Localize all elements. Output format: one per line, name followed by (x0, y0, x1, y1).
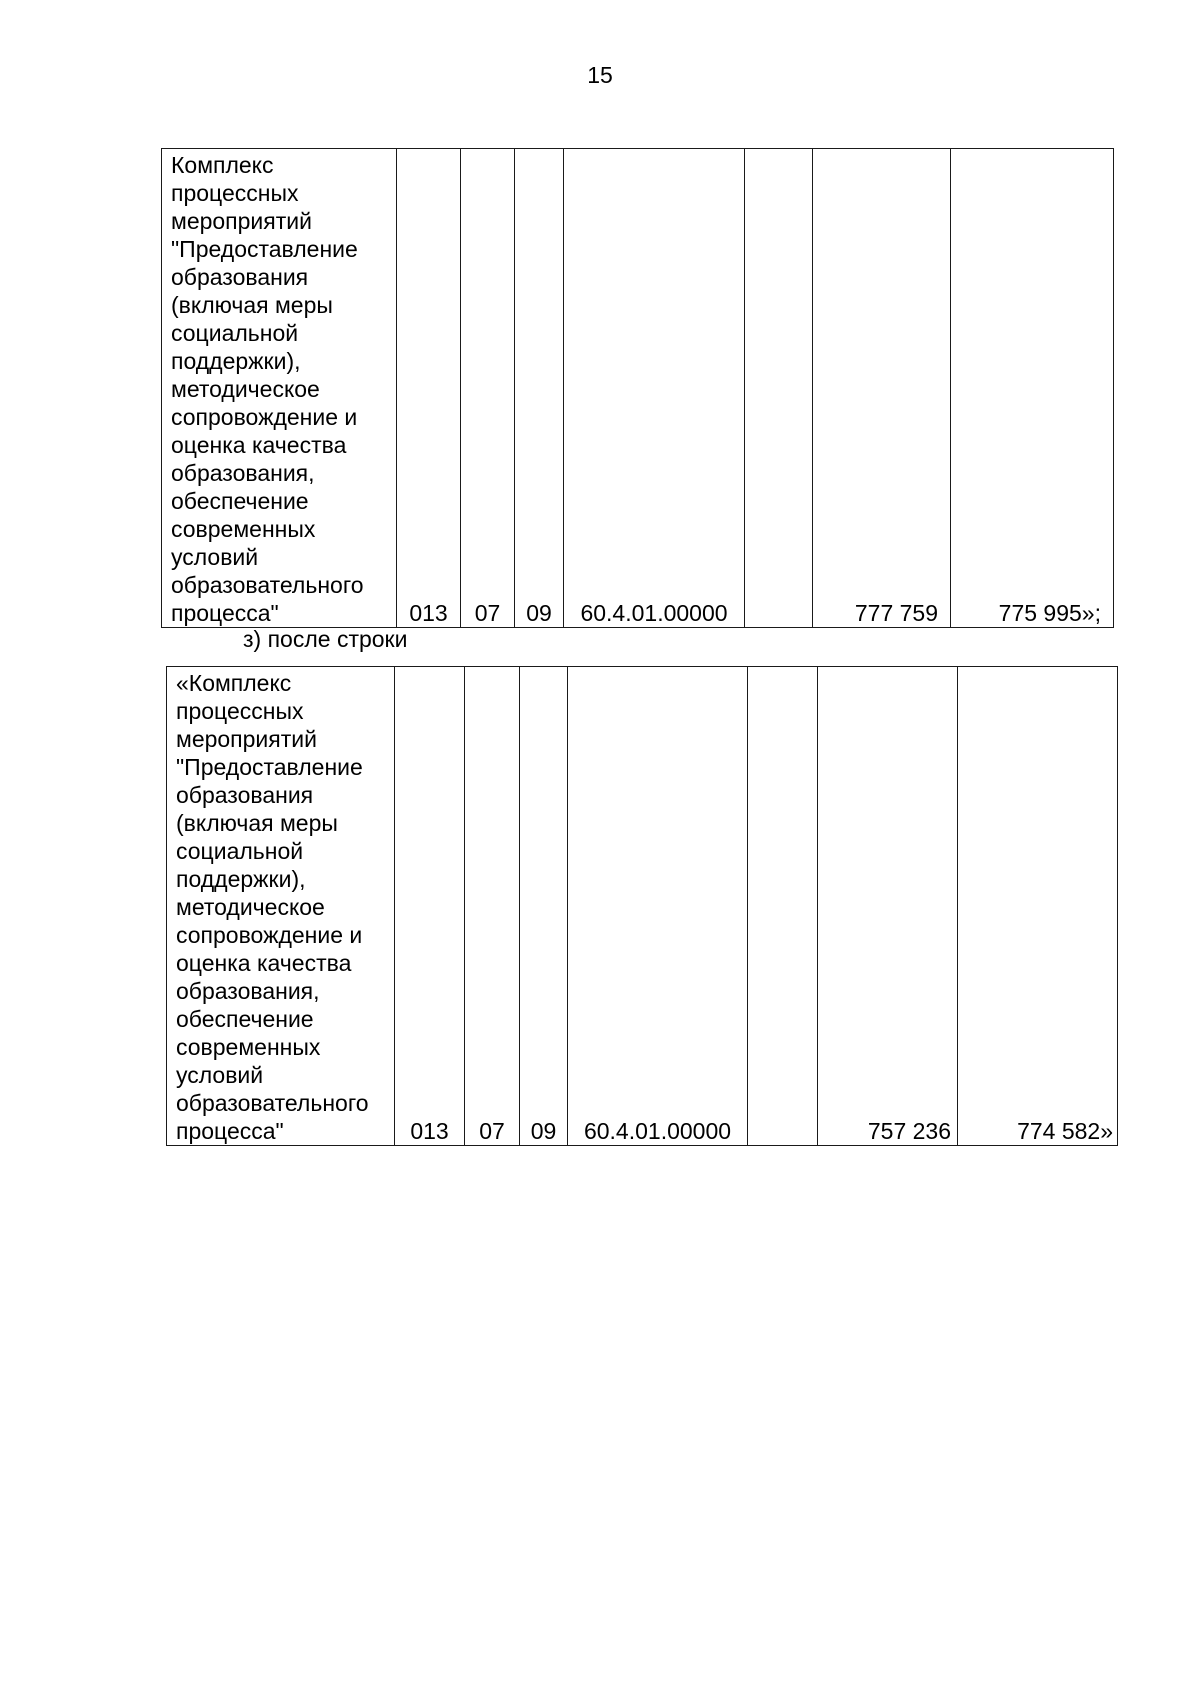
description-line: условий (176, 1062, 264, 1088)
description-line: обеспечение (176, 1006, 314, 1032)
description-line: социальной (176, 838, 304, 864)
description-line: обеспечение (171, 488, 309, 514)
description-line: поддержки), (171, 348, 301, 374)
subsection-cell: 09 (515, 149, 564, 628)
description-line: «Комплекс (176, 670, 292, 696)
amount-year-2-cell: 775 995»; (951, 149, 1114, 628)
ministry-code-cell: 013 (395, 667, 465, 1146)
budget-table-old (161, 148, 1114, 628)
insert-instruction: з) после строки (243, 626, 408, 652)
description-line: образования, (176, 978, 320, 1004)
description-line: социальной (171, 320, 299, 346)
description-line: мероприятий (176, 726, 317, 752)
amount-year-2-cell: 774 582» (958, 667, 1118, 1146)
description-line: условий (171, 544, 259, 570)
description-line: процессных (171, 180, 299, 206)
expense-type-cell (748, 667, 818, 1146)
description-line: образования (171, 264, 309, 290)
description-line: Комплекс (171, 152, 274, 178)
description-line: сопровождение и (171, 404, 358, 430)
description-line: современных (176, 1034, 321, 1060)
description-line: образования (176, 782, 314, 808)
program-description-cell (167, 667, 395, 1146)
expense-type-cell (745, 149, 813, 628)
description-line: образования, (171, 460, 315, 486)
description-line: оценка качества (176, 950, 352, 976)
budget-table-new (166, 666, 1118, 1146)
description-line: "Предоставление (171, 236, 358, 262)
description-line: процессных (176, 698, 304, 724)
amount-year-1-cell: 757 236 (818, 667, 958, 1146)
section-cell: 07 (461, 149, 515, 628)
description-line: сопровождение и (176, 922, 363, 948)
description-line: современных (171, 516, 316, 542)
section-cell: 07 (465, 667, 520, 1146)
description-line: методическое (171, 376, 320, 402)
description-line: методическое (176, 894, 325, 920)
subsection-cell: 09 (520, 667, 568, 1146)
amount-year-1-cell: 777 759 (813, 149, 951, 628)
table-row (167, 667, 1118, 1146)
target-article-cell: 60.4.01.00000 (564, 149, 745, 628)
description-line: "Предоставление (176, 754, 363, 780)
description-line: мероприятий (171, 208, 312, 234)
target-article-cell: 60.4.01.00000 (568, 667, 748, 1146)
description-line: оценка качества (171, 432, 347, 458)
table-row (162, 149, 1114, 628)
program-description-cell (162, 149, 397, 628)
description-line: образовательного (176, 1090, 369, 1116)
description-line: (включая меры (171, 292, 333, 318)
description-line: (включая меры (176, 810, 338, 836)
description-line: образовательного (171, 572, 364, 598)
page-number: 15 (587, 62, 613, 88)
ministry-code-cell: 013 (397, 149, 461, 628)
description-line: процесса" (176, 1118, 284, 1144)
description-line: поддержки), (176, 866, 306, 892)
description-line: процесса" (171, 600, 279, 626)
